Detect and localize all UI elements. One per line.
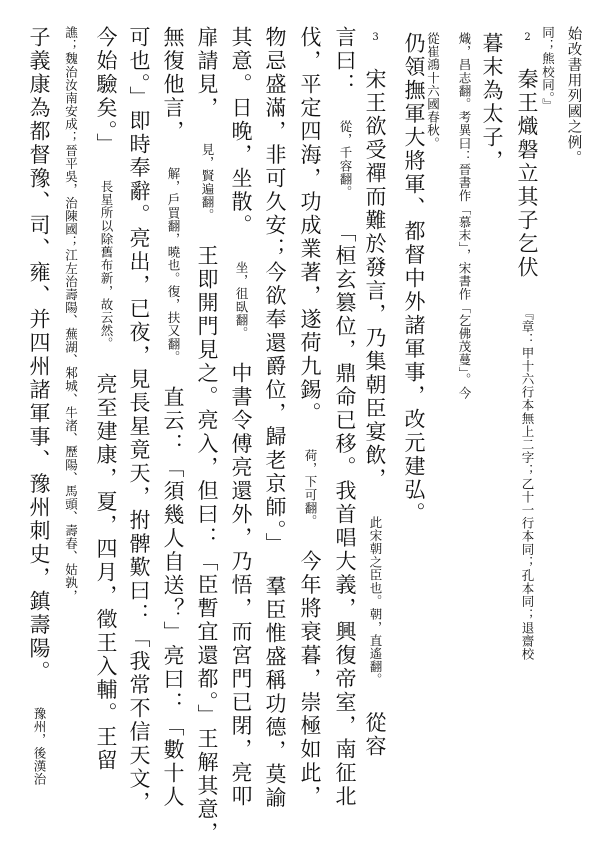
main-text: 伐，平定四海，功成業著，遂荷九錫。 <box>298 26 322 426</box>
annotation: 此宋朝之臣也。朝，直遙翻。 <box>368 516 383 687</box>
annotation-col: 同；熊校同。』 <box>540 26 556 112</box>
annotation: 長星所以除舊布新，故云然。 <box>99 179 114 350</box>
main-text: 暮末為太子， <box>480 32 504 173</box>
paragraph-3-line-5 <box>230 26 251 809</box>
paragraph-2-line-2 <box>456 32 472 399</box>
main-text: 今始驗矣。」 <box>94 26 118 157</box>
annotation: 見，賢遍翻。 <box>200 143 215 222</box>
intro-text: 始改書用列國之例。 <box>565 26 582 166</box>
main-text: 王即開門見之。亮入，但曰：「臣暫宜還都。」王解其意， <box>195 244 219 845</box>
annotation: 荷，下可翻。 <box>303 448 318 528</box>
paragraph-2-line-3 <box>481 32 502 173</box>
paragraph-3-line-9 <box>95 26 116 772</box>
annotation: 從，千容翻。 <box>338 119 353 199</box>
paragraph-3-line-7 <box>162 26 183 809</box>
main-text: 今年將衰暮，崇極如此， <box>298 550 322 809</box>
annotation: 坐，徂臥翻。 <box>234 260 249 340</box>
paragraph-2-line-1 <box>516 32 537 660</box>
paragraph-3-line-1 <box>364 32 385 758</box>
main-text: 亮至建康，夏，四月，徵王入輔。王留 <box>94 372 118 773</box>
main-text: 無復他言， <box>161 26 185 144</box>
annotation-col: 從崔鴻十六國春秋。 <box>425 32 441 150</box>
annotation: 熾，昌志翻。考異曰：晉書作「慕末」，宋書作「乞佛茂蔓」。今 <box>457 32 472 400</box>
paragraph-3-line-2 <box>334 26 355 809</box>
paragraph-3-line-10 <box>28 26 49 790</box>
main-text: 「桓玄篡位，鼎命已移。我首唱大義，興復帝室，南征北 <box>333 221 357 809</box>
main-text: 直云：「須幾人自送？」亮曰：「數十人 <box>161 386 185 809</box>
paragraph-3-line-4 <box>264 26 285 810</box>
annotation: 解，戶買翻，曉也。復，扶又翻。 <box>166 166 181 363</box>
main-text: 秦王熾磐立其子乞伏 <box>515 68 539 280</box>
paragraph-3-line-3 <box>299 26 320 809</box>
section-number-3: 3 <box>370 32 381 43</box>
annotation-col: 譙；魏治汝南安成；晉平吳，治陳國；江左治壽陽、蕪湖、邾城、牛渚、歷陽、馬頭、壽春、姑孰， <box>63 26 79 603</box>
paragraph-2-line-4: 仍領撫軍大將軍、都督中外諸軍事，改元建弘。 <box>402 32 426 526</box>
main-text: 扉請見， <box>195 26 219 120</box>
paragraph-3-line-8 <box>128 26 149 815</box>
annotation: 『章：甲十六行本無上二字；乙十一行本同；孔本同；退齋校 <box>520 306 535 661</box>
main-text: 其意。日晚，坐散。 <box>229 26 253 238</box>
main-text: 子義康為都督豫、司、雍、并四州諸軍事、豫州刺史，鎮壽陽。 <box>27 26 51 684</box>
annotation: 豫州，後漢治 <box>32 707 47 786</box>
main-text: 中書令傅亮還外，乃悟，而宮門已閉，亮叩 <box>229 362 253 809</box>
main-text: 羣臣惟盛稱功德，莫諭 <box>263 575 287 810</box>
main-text: 可也。」即時奉辭。亮出，已夜，見長星竟天，拊髀歎曰：「我常不信天文， <box>127 26 151 815</box>
paragraph-3-line-6 <box>196 26 217 845</box>
main-text: 從容 <box>363 711 387 759</box>
main-text: 物忌盛滿，非可久安；今欲奉還爵位，歸老京師。」 <box>263 26 287 556</box>
main-text: 言曰： <box>333 26 357 97</box>
main-text: 宋王欲受禪而難於發言，乃集朝臣宴飲， <box>363 68 387 491</box>
section-number-2: 2 <box>522 32 533 43</box>
